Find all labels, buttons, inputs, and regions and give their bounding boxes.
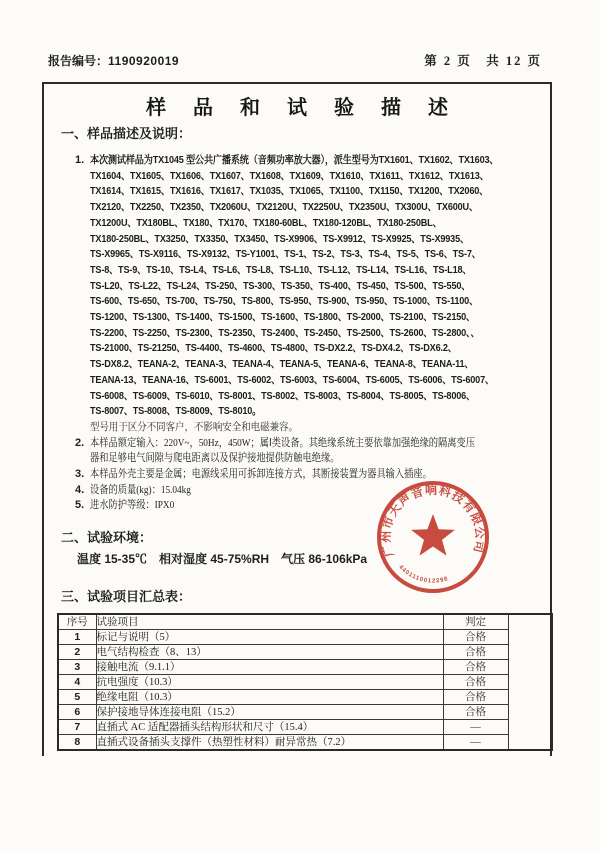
text-line: 进水防护等级：IPX0 bbox=[90, 499, 175, 512]
document-body bbox=[57, 122, 551, 751]
list-item-number: 2. bbox=[75, 436, 85, 449]
text-line: TX1200U、TX180BL、TX180、TX170、TX180-60BL、TX180-120BL、TX180-250BL、 bbox=[90, 216, 442, 229]
column-header-item: 试验项目 bbox=[96, 614, 443, 630]
table-row bbox=[58, 705, 552, 720]
text-line: TS-1200、TS-1300、TS-1400、TS-1500、TS-1600、TS-1800、TS-2000、TS-2100、TS-2150、 bbox=[90, 311, 476, 324]
cell-verdict: 合格 bbox=[443, 690, 508, 705]
cell-item: 抗电强度（10.3） bbox=[96, 675, 443, 690]
cell-verdict: — bbox=[443, 735, 508, 751]
text-line: TS-DX8.2、TEANA-2、TEANA-3、TEANA-4、TEANA-5、TEANA-6、TEANA-8、TEANA-11、 bbox=[90, 358, 474, 371]
table-row bbox=[58, 735, 552, 751]
text-line: TS-8、TS-9、TS-10、TS-L4、TS-L6、TS-L8、TS-L10、TS-L12、TS-L14、TS-L16、TS-L18、 bbox=[90, 263, 472, 276]
seal-company-name: 广州市天声音响科技有限公司 bbox=[378, 482, 488, 559]
cell-item: 直插式设备插头支撑件（热塑性材料）耐异常热（7.2） bbox=[96, 735, 443, 751]
cell-verdict: 合格 bbox=[443, 645, 508, 660]
cell-no: 2 bbox=[58, 645, 96, 660]
text-line: TS-X9965、TS-X9116、TS-X9132、TS-Y1001、TS-1、TS-2、TS-3、TS-4、TS-5、TS-6、TS-7、 bbox=[90, 248, 481, 261]
list-item bbox=[57, 153, 551, 436]
cell-item: 绝缘电阻（10.3） bbox=[96, 690, 443, 705]
cell-item: 标记与说明（5） bbox=[96, 630, 443, 645]
cell-item: 接触电流（9.1.1） bbox=[96, 660, 443, 675]
text-line: TS-600、TS-650、TS-700、TS-750、TS-800、TS-950、TS-900、TS-950、TS-1000、TS-1100、 bbox=[90, 295, 479, 308]
table-row bbox=[58, 660, 552, 675]
seal-star-icon bbox=[411, 514, 455, 556]
cell-verdict: 合格 bbox=[443, 705, 508, 720]
text-line: TX1614、TX1615、TX1616、TX1617、TX1035、TX1065、TX1100、TX1150、TX1200、TX2060、 bbox=[90, 185, 489, 198]
test-environment-conditions: 温度 15-35℃ 相对湿度 45-75%RH 气压 86-106kPa bbox=[77, 552, 368, 567]
table-row bbox=[58, 690, 552, 705]
cell-verdict: 合格 bbox=[443, 675, 508, 690]
cell-item: 电气结构检查（8、13） bbox=[96, 645, 443, 660]
text-line: 本样品外壳主要是金属；电源线采用可拆卸连接方式，其断接装置为器具输入插座。 bbox=[90, 468, 432, 481]
text-line: TS-L20、TS-L22、TS-L24、TS-250、TS-300、TS-350、TS-400、TS-450、TS-500、TS-550、 bbox=[90, 279, 471, 292]
section-3-heading: 三、试验项目汇总表： bbox=[61, 589, 192, 605]
report-number-label: 报告编号： bbox=[48, 54, 109, 68]
text-line: TEANA-13、TEANA-16、TS-6001、TS-6002、TS-6003、TS-6004、TS-6005、TS-6006、TS-6007、 bbox=[90, 373, 494, 386]
cell-verdict: — bbox=[443, 720, 508, 735]
cell-item: 直插式 AC 适配器插头结构形状和尺寸（15.4） bbox=[96, 720, 443, 735]
text-line: TS-2200、TS-2250、TS-2300、TS-2350、TS-2400、TS-2450、TS-2500、TS-2600、TS-2800、、 bbox=[90, 326, 480, 339]
cell-no: 6 bbox=[58, 705, 96, 720]
column-header-no: 序号 bbox=[58, 614, 96, 630]
text-line: 本次测试样品为TX1045 型公共广播系统（音频功率放大器），派生型号为TX1601、TX1602、TX1603、 bbox=[90, 154, 499, 166]
list-item-lines bbox=[90, 436, 551, 467]
text-line: 设备的质量(kg)：15.04kg bbox=[90, 483, 191, 496]
cell-no: 3 bbox=[58, 660, 96, 675]
report-number-value: 1190920019 bbox=[108, 54, 180, 68]
text-line: TS-8007、TS-8008、TS-8009、TS-8010。 bbox=[90, 405, 262, 418]
model-note: 型号用于区分不同客户，不影响安全和电磁兼容。 bbox=[90, 421, 298, 433]
test-summary-table bbox=[57, 613, 553, 751]
table-header-row bbox=[58, 614, 552, 630]
report-number bbox=[48, 52, 179, 69]
section-2-heading: 二、试验环境： bbox=[61, 530, 153, 546]
list-item-number: 4. bbox=[75, 483, 85, 496]
sample-description-list bbox=[57, 153, 551, 514]
text-line: TS-6008、TS-6009、TS-6010、TS-8001、TS-8002、TS-8003、TS-8004、TS-8005、TS-8006、 bbox=[90, 389, 476, 402]
text-line: 器和足够电气间隙与爬电距离以及保护接地提供防触电绝缘。 bbox=[90, 452, 340, 465]
cell-item: 保护接地导体连接电阻（15.2） bbox=[96, 705, 443, 720]
text-line: TS-21000、TS-21250、TS-4400、TS-4600、TS-4800、TS-DX2.2、TS-DX4.2、TS-DX6.2、 bbox=[90, 342, 457, 355]
empty-remarks-column bbox=[508, 614, 552, 750]
text-line: TX1604、TX1605、TX1606、TX1607、TX1608、TX1609、TX1610、TX1611、TX1612、TX1613、 bbox=[90, 169, 489, 182]
cell-verdict: 合格 bbox=[443, 660, 508, 675]
list-item bbox=[57, 436, 551, 467]
cell-no: 7 bbox=[58, 720, 96, 735]
list-item-number: 5. bbox=[75, 499, 85, 512]
company-seal-stamp bbox=[373, 477, 493, 597]
table-row bbox=[58, 675, 552, 690]
text-line: 本样品额定输入：220V~，50Hz，450W；属Ⅰ类设备。其绝缘系统主要依靠加强绝缘的隔离变压 bbox=[90, 436, 476, 449]
cell-no: 1 bbox=[58, 630, 96, 645]
seal-serial-number: 4401110012298 bbox=[397, 564, 450, 585]
cell-no: 4 bbox=[58, 675, 96, 690]
cell-no: 8 bbox=[58, 735, 96, 751]
list-item-number: 1. bbox=[75, 154, 85, 166]
table-row bbox=[58, 630, 552, 645]
column-header-verdict: 判定 bbox=[443, 614, 508, 630]
list-item-lines bbox=[90, 153, 551, 436]
text-line: TX2120、TX2250、TX2350、TX2060U、TX2120U、TX2250U、TX2350U、TX300U、TX600U、 bbox=[90, 201, 478, 214]
cell-no: 5 bbox=[58, 690, 96, 705]
table-row bbox=[58, 645, 552, 660]
section-1-heading: 一、样品描述及说明： bbox=[61, 126, 192, 141]
page-header bbox=[48, 51, 542, 69]
text-line: TX180-250BL、TX3250、TX3350、TX3450、TS-X9906、TS-X9912、TS-X9925、TS-X9935、 bbox=[90, 232, 469, 245]
cell-verdict: 合格 bbox=[443, 630, 508, 645]
page-count: 第 2 页 共 12 页 bbox=[424, 54, 542, 68]
content-border-box bbox=[42, 82, 552, 756]
table-row bbox=[58, 720, 552, 735]
document-title: 样 品 和 试 验 描 述 bbox=[146, 97, 459, 119]
list-item-number: 3. bbox=[75, 468, 85, 481]
